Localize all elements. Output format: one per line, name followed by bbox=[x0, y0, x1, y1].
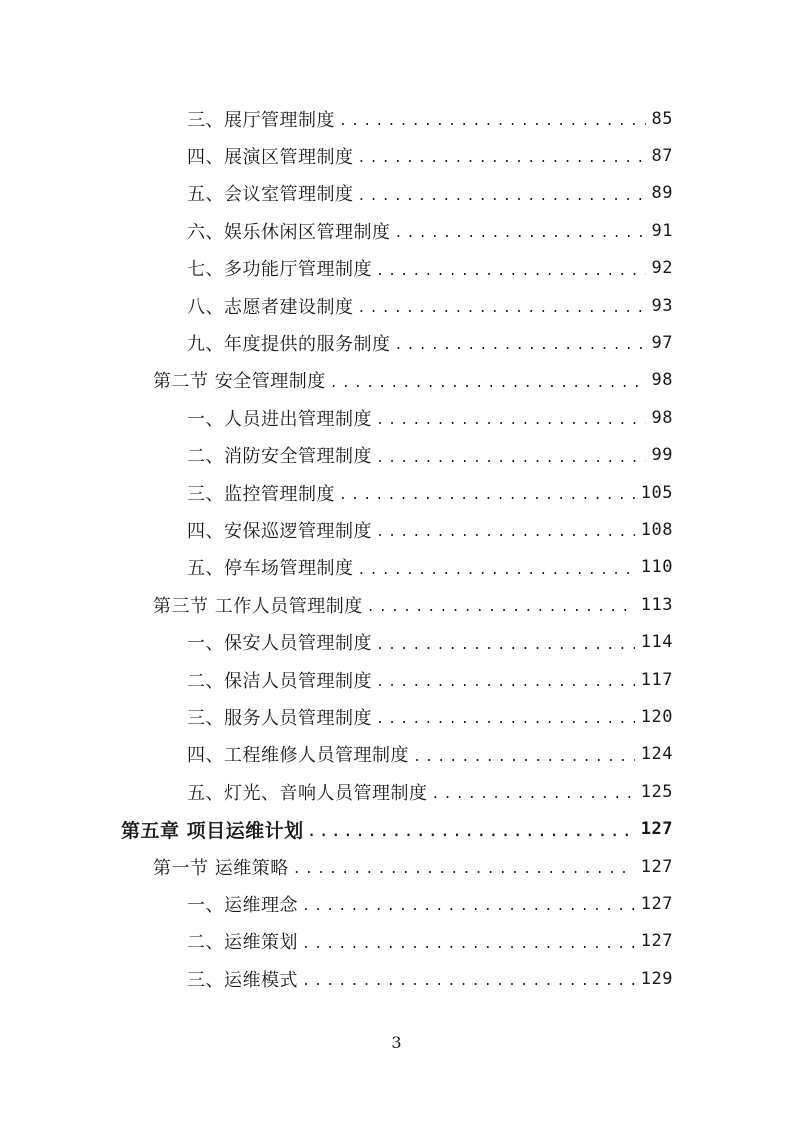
toc-dot-leader bbox=[308, 825, 635, 840]
toc-item-entry[interactable] bbox=[187, 437, 673, 474]
toc-dot-leader bbox=[395, 226, 646, 241]
toc-entry-page: 125 bbox=[640, 781, 673, 802]
page-number: 3 bbox=[391, 1033, 402, 1052]
toc-entry-title: 一、人员进出管理制度 bbox=[187, 408, 372, 430]
toc-entry-title: 二、保洁人员管理制度 bbox=[187, 670, 372, 692]
toc-entry-title: 五、灯光、音响人员管理制度 bbox=[187, 782, 428, 804]
toc-entry-page: 98 bbox=[651, 370, 673, 391]
toc-dot-leader bbox=[302, 937, 635, 952]
toc-entry-page: 127 bbox=[640, 893, 673, 914]
toc-entry-title: 三、服务人员管理制度 bbox=[187, 707, 372, 729]
toc-dot-leader bbox=[376, 525, 635, 540]
toc-entry-page: 98 bbox=[651, 407, 673, 428]
toc-dot-leader bbox=[293, 862, 635, 877]
toc-item-entry[interactable] bbox=[187, 399, 673, 436]
toc-dot-leader bbox=[302, 899, 635, 914]
toc-item-entry[interactable] bbox=[187, 511, 673, 548]
toc-dot-leader bbox=[376, 712, 635, 727]
toc-entry-page: 127 bbox=[640, 856, 673, 877]
toc-item-entry[interactable] bbox=[187, 549, 673, 586]
toc-item-entry[interactable] bbox=[187, 100, 673, 137]
toc-item-entry[interactable] bbox=[187, 175, 673, 212]
toc-item-entry[interactable] bbox=[187, 624, 673, 661]
toc-entry-page: 91 bbox=[651, 220, 673, 241]
toc-entry-page: 120 bbox=[640, 706, 673, 727]
toc-dot-leader bbox=[376, 675, 635, 690]
toc-dot-leader bbox=[376, 638, 635, 653]
toc-entry-page: 99 bbox=[651, 445, 673, 466]
toc-item-entry[interactable] bbox=[187, 923, 673, 960]
toc-entry-title: 第一节 运维策略 bbox=[153, 857, 289, 879]
toc-entry-title: 四、安保巡逻管理制度 bbox=[187, 520, 372, 542]
toc-item-entry[interactable] bbox=[187, 137, 673, 174]
toc-entry-page: 89 bbox=[651, 183, 673, 204]
toc-dot-leader bbox=[432, 787, 635, 802]
toc-entry-title: 第三节 工作人员管理制度 bbox=[153, 595, 363, 617]
toc-entry-page: 85 bbox=[651, 108, 673, 129]
toc-dot-leader bbox=[339, 114, 646, 129]
toc-item-entry[interactable] bbox=[187, 324, 673, 361]
toc-entry-title: 二、运维策划 bbox=[187, 932, 298, 954]
toc-entry-page: 114 bbox=[640, 632, 673, 653]
toc-entry-title: 八、志愿者建设制度 bbox=[187, 296, 354, 318]
toc-entry-page: 113 bbox=[640, 594, 673, 615]
toc-dot-leader bbox=[413, 750, 635, 765]
toc-entry-page: 93 bbox=[651, 295, 673, 316]
toc-dot-leader bbox=[358, 151, 646, 166]
toc-entry-title: 五、会议室管理制度 bbox=[187, 184, 354, 206]
toc-dot-leader bbox=[376, 413, 646, 428]
toc-entry-page: 105 bbox=[640, 482, 673, 503]
toc-entry-page: 124 bbox=[640, 744, 673, 765]
toc-section-entry[interactable] bbox=[153, 586, 673, 623]
toc-entry-title: 五、停车场管理制度 bbox=[187, 558, 354, 580]
toc-entry-page: 129 bbox=[640, 968, 673, 989]
toc-item-entry[interactable] bbox=[187, 885, 673, 922]
toc-entry-title: 六、娱乐休闲区管理制度 bbox=[187, 221, 391, 243]
toc-item-entry[interactable] bbox=[187, 736, 673, 773]
toc-dot-leader bbox=[339, 488, 635, 503]
toc-entry-title: 三、监控管理制度 bbox=[187, 483, 335, 505]
toc-dot-leader bbox=[358, 189, 646, 204]
toc-entry-title: 第二节 安全管理制度 bbox=[153, 371, 326, 393]
toc-dot-leader bbox=[376, 264, 646, 279]
toc-entry-page: 92 bbox=[651, 258, 673, 279]
toc-dot-leader bbox=[330, 376, 646, 391]
toc-entry-title: 一、运维理念 bbox=[187, 894, 298, 916]
toc-dot-leader bbox=[358, 563, 635, 578]
toc-item-entry[interactable] bbox=[187, 212, 673, 249]
toc-entry-title: 四、展演区管理制度 bbox=[187, 146, 354, 168]
toc-entry-title: 第五章 项目运维计划 bbox=[121, 819, 304, 842]
toc-entry-page: 127 bbox=[640, 819, 673, 840]
toc-entry-page: 108 bbox=[640, 519, 673, 540]
toc-entry-title: 一、保安人员管理制度 bbox=[187, 633, 372, 655]
toc-entry-title: 三、展厅管理制度 bbox=[187, 109, 335, 131]
toc-entry-title: 七、多功能厅管理制度 bbox=[187, 259, 372, 281]
toc-entry-page: 117 bbox=[640, 669, 673, 690]
toc-entry-title: 三、运维模式 bbox=[187, 969, 298, 991]
toc-item-entry[interactable] bbox=[187, 250, 673, 287]
toc-dot-leader bbox=[302, 974, 635, 989]
toc-entry-page: 97 bbox=[651, 332, 673, 353]
toc-entry-title: 二、消防安全管理制度 bbox=[187, 446, 372, 468]
toc-entry-page: 110 bbox=[640, 557, 673, 578]
toc-section-entry[interactable] bbox=[153, 362, 673, 399]
toc-dot-leader bbox=[376, 451, 646, 466]
toc-item-entry[interactable] bbox=[187, 287, 673, 324]
toc-dot-leader bbox=[395, 338, 646, 353]
toc-entry-page: 127 bbox=[640, 931, 673, 952]
toc-item-entry[interactable] bbox=[187, 474, 673, 511]
toc-item-entry[interactable] bbox=[187, 960, 673, 997]
toc-entry-title: 四、工程维修人员管理制度 bbox=[187, 745, 409, 767]
toc-item-entry[interactable] bbox=[187, 773, 673, 810]
toc-section-entry[interactable] bbox=[153, 848, 673, 885]
toc-entry-page: 87 bbox=[651, 145, 673, 166]
toc-dot-leader bbox=[367, 600, 635, 615]
toc-chapter-entry[interactable] bbox=[121, 811, 673, 848]
toc-entry-title: 九、年度提供的服务制度 bbox=[187, 333, 391, 355]
toc-item-entry[interactable] bbox=[187, 698, 673, 735]
toc-item-entry[interactable] bbox=[187, 661, 673, 698]
toc-dot-leader bbox=[358, 301, 646, 316]
